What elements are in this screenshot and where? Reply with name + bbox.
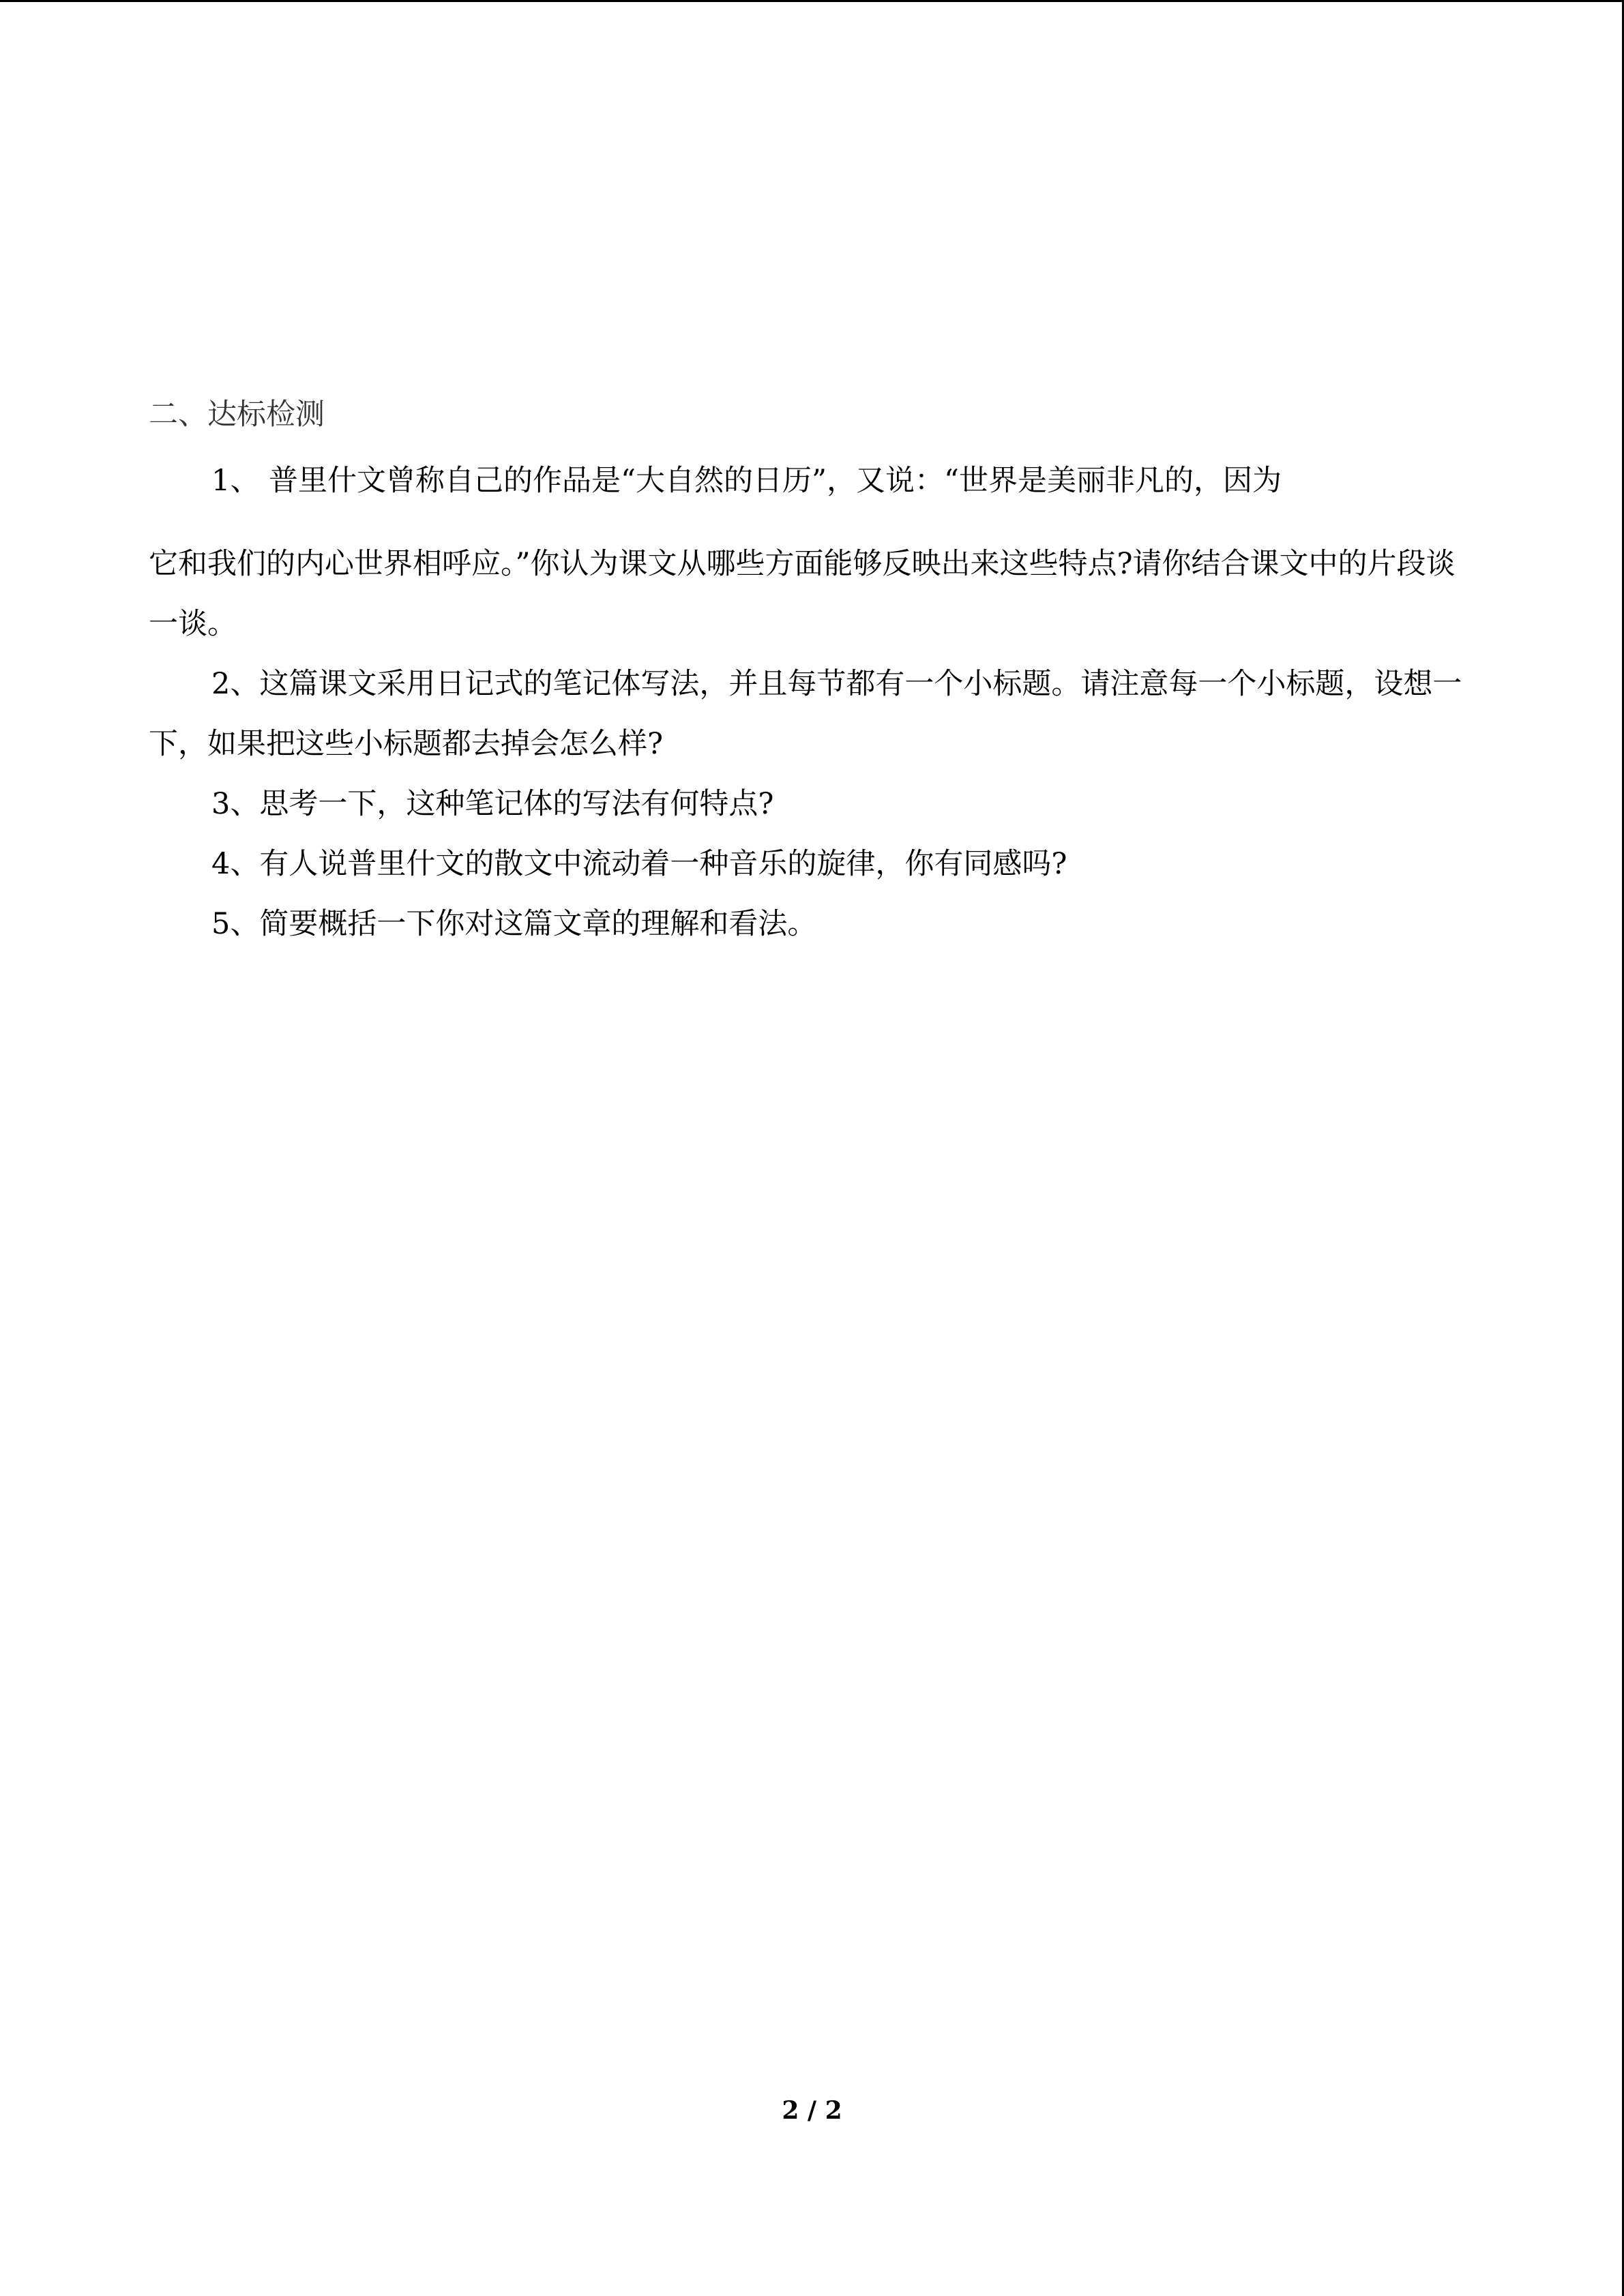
question-2 xyxy=(149,654,1482,774)
question-2-text: 2、这篇课文采用日记式的笔记体写法，并且每节都有一个小标题。请注意每一个小标题，设想一下，如果把这些小标题都去掉会怎么样? xyxy=(149,667,1462,761)
question-1-first-line: 1、 普里什文曾称自己的作品是“大自然的日历”，又说：“世界是美丽非凡的，因为 xyxy=(211,464,1282,498)
question-3-text: 3、思考一下，这种笔记体的写法有何特点? xyxy=(211,787,774,821)
top-border xyxy=(0,0,1624,2)
section-title: 二、达标检测 xyxy=(149,398,325,432)
document-body xyxy=(149,392,1482,954)
question-1-continuation: 它和我们的内心世界相呼应。”你认为课文从哪些方面能够反映出来这些特点?请你结合课文中的片段谈一谈。 xyxy=(149,547,1456,641)
question-5 xyxy=(149,894,1482,954)
question-1 xyxy=(149,451,1482,654)
question-5-text: 5、简要概括一下你对这篇文章的理解和看法。 xyxy=(211,907,817,941)
question-4 xyxy=(149,834,1482,894)
page-number: 2 / 2 xyxy=(782,2096,842,2125)
question-4-text: 4、有人说普里什文的散文中流动着一种音乐的旋律，你有同感吗? xyxy=(211,847,1067,881)
question-3 xyxy=(149,774,1482,834)
